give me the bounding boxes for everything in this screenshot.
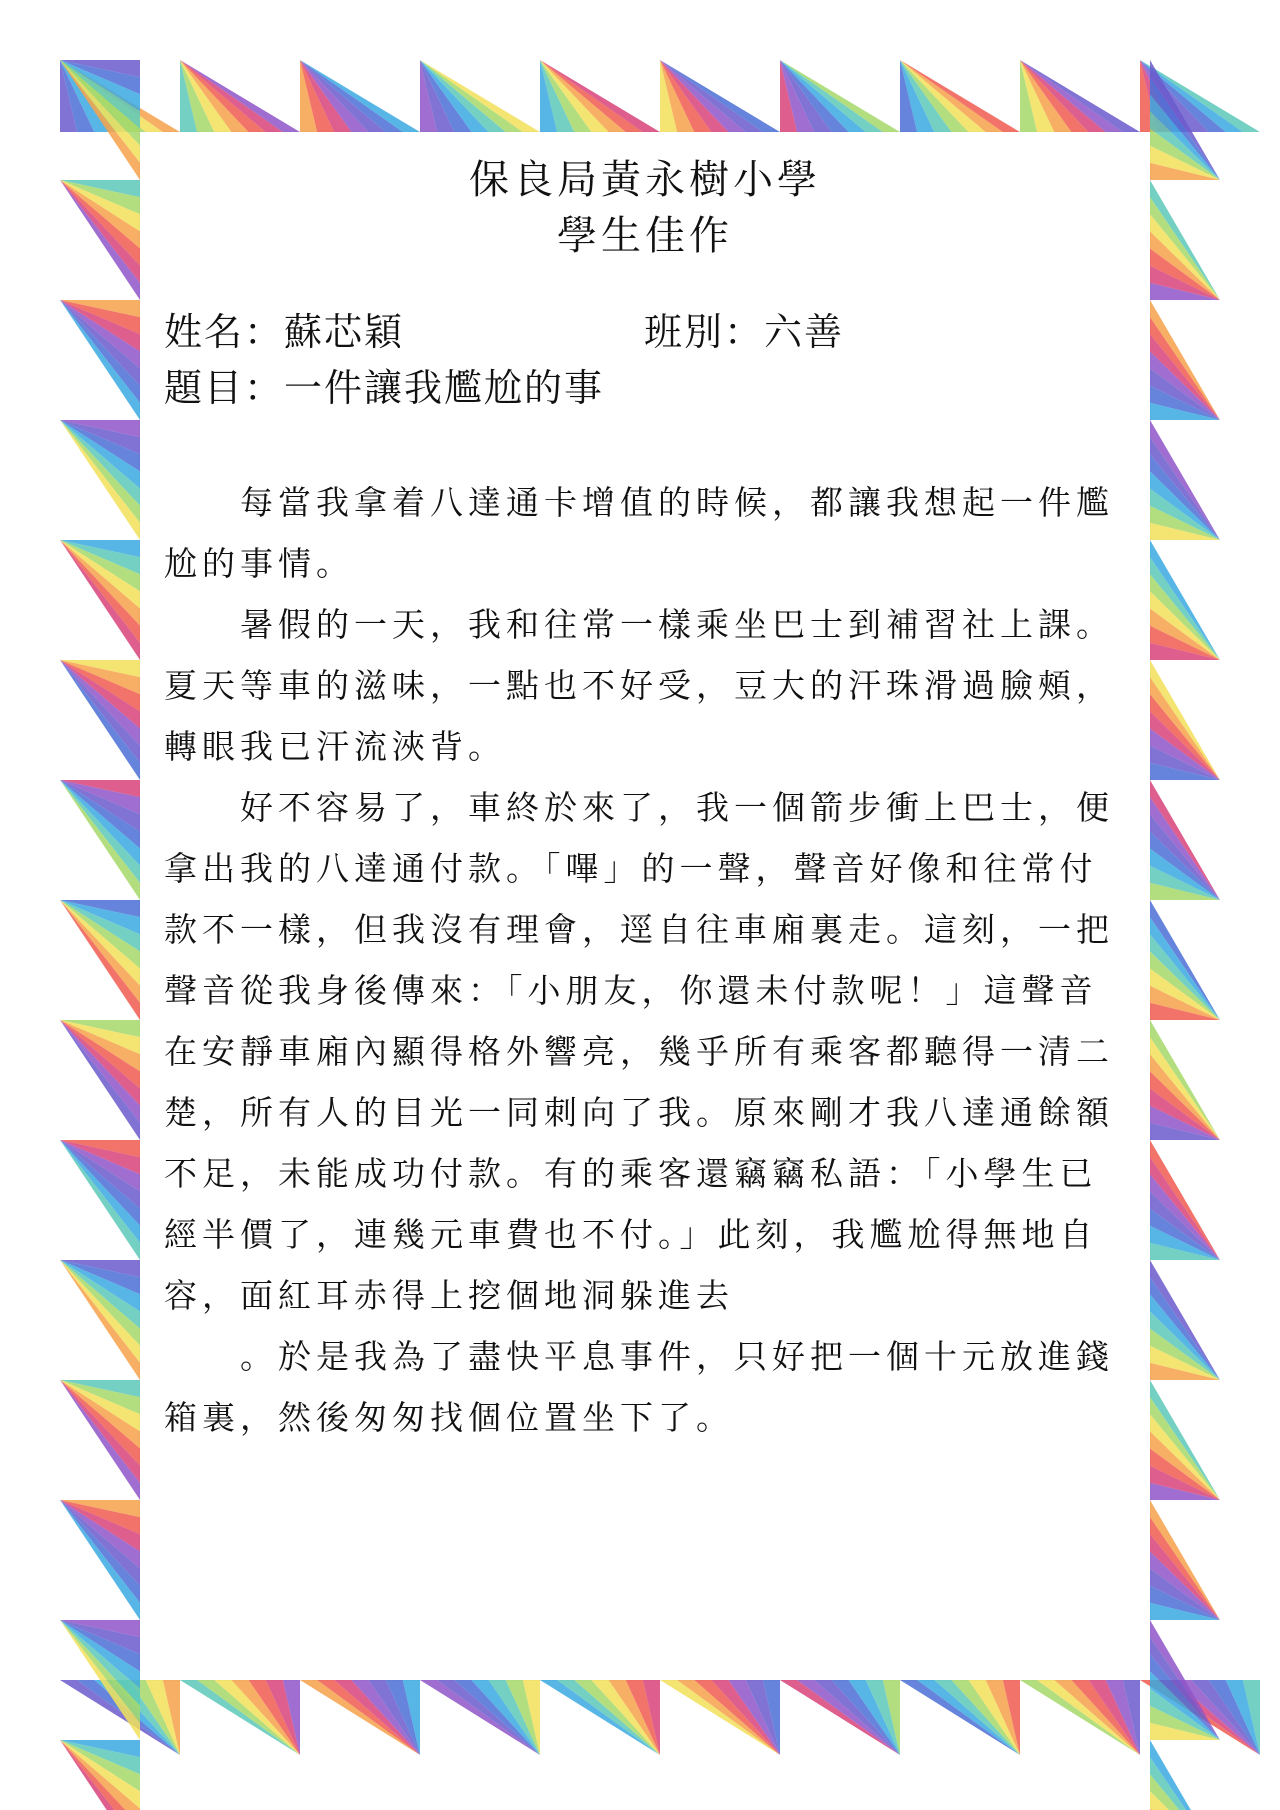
class-label: 班別： — [644, 310, 765, 354]
school-name: 保良局黃永樹小學 — [469, 157, 821, 203]
topic-row — [164, 360, 1124, 416]
essay-body — [164, 472, 1134, 1448]
student-info — [164, 304, 1124, 416]
topic-value: 一件讓我尷尬的事 — [284, 366, 605, 410]
class-info — [644, 304, 844, 360]
topic-label: 題目： — [164, 366, 285, 410]
name-class-row — [164, 304, 1124, 360]
document-subtitle: 學生佳作 — [557, 213, 733, 259]
essay-paper — [140, 132, 1150, 1680]
essay-paragraph: 暑假的一天，我和往常一樣乘坐巴士到補習社上課。夏天等車的滋味，一點也不好受，豆大的汗珠滑過臉頰，轉眼我已汗流浹背。 — [164, 605, 1114, 766]
student-name: 蘇芯穎 — [284, 310, 405, 354]
essay-paragraph: 。於是我為了盡快平息事件，只好把一個十元放進錢箱裏，然後匆匆找個位置坐下了。 — [164, 1337, 1114, 1437]
essay-paragraph: 每當我拿着八達通卡增值的時候，都讓我想起一件尷尬的事情。 — [164, 483, 1114, 583]
name-label: 姓名： — [164, 310, 285, 354]
class-value: 六善 — [764, 310, 845, 354]
essay-paragraph: 好不容易了，車終於來了，我一個箭步衝上巴士，便拿出我的八達通付款。「嗶」的一聲，聲音好像和往常付款不一樣，但我沒有理會，逕自往車廂裏走。這刻，一把聲音從我身後傳來：「小朋友，你還未付款呢！」這聲音在安靜車廂內顯得格外響亮，幾乎所有乘客都聽得一清二楚，所有人的目光一同刺向了我。原來剛才我八達通餘額不足，未能成功付款。有的乘客還竊竊私語：「小學生已經半價了，連幾元車費也不付。」此刻，我尷尬得無地自容，面紅耳赤得上挖個地洞躲進去 — [164, 788, 1114, 1315]
document-header — [140, 152, 1150, 264]
